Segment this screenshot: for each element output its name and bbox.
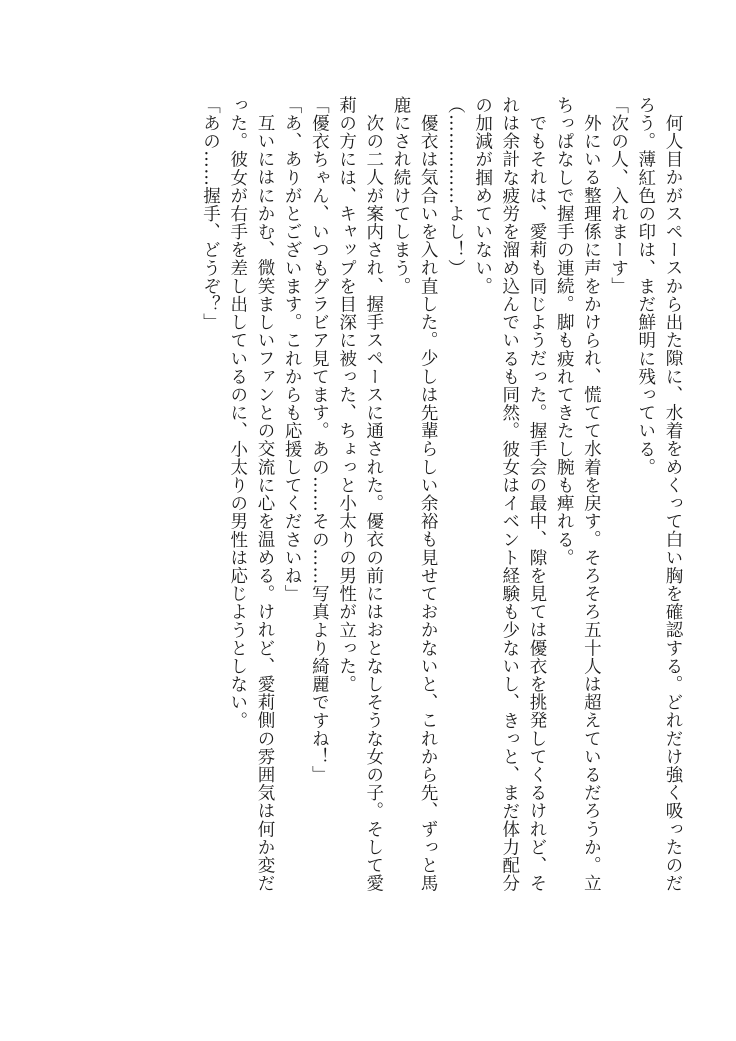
text-line: 何人目かがスペースから出た隙に、水着をめくって白い胸を確認する。どれだけ強く吸ったのだ [663, 113, 683, 892]
text-line: 「次の人、入れまーす」 [608, 96, 629, 296]
text-line: 「優衣ちゃん、いつもグラビア見てます。あの……その……写真より綺麗ですね！」 [309, 96, 330, 784]
text-line: 鹿にされ続けてしまう。 [390, 96, 411, 296]
text-line: 「あの……握手、どうぞ？」 [200, 96, 221, 332]
text-line: 外にいる整理係に声をかけられ、慌てて水着を戻す。そろそろ五十人は超えているだろうか。立 [581, 113, 602, 892]
text-line: 優衣は気合いを入れ直した。少しは先輩らしい余裕も見せておかないと、これから先、ずっと馬 [418, 113, 439, 892]
text-line: でもそれは、愛莉も同じようだった。握手会の最中、隙を見ては優衣を挑発してくるけれど、そ [526, 113, 547, 892]
text-line: 次の二人が案内され、握手スペースに通された。優衣の前にはおとなしそうな女の子。そして愛 [363, 113, 384, 892]
text-line: 莉の方には、キャップを目深に被った、ちょっと小太りの男性が立った。 [336, 96, 357, 694]
text-line: った。彼女が右手を差し出しているのに、小太りの男性は応じようとしない。 [227, 96, 248, 730]
text-line: の加減が掴めていない。 [472, 96, 493, 296]
text-line: 「あ、ありがとございます。これからも応援してくださいね」 [282, 96, 303, 603]
text-line: ろう。薄紅色の印は、まだ鮮明に残っている。 [635, 96, 656, 477]
text-line: れは余計な疲労を溜め込んでいるも同然。彼女はイベント経験も少ないし、きっと、まだ体力配分 [499, 96, 520, 893]
vertical-text-body [86, 96, 686, 976]
text-line: （……………よし！） [445, 96, 466, 277]
text-line: ちっぱなしで握手の連続。脚も疲れてきたし腕も痺れる。 [554, 96, 575, 567]
text-line: 互いにはにかむ、微笑ましいファンとの交流に心を温める。けれど、愛莉側の雰囲気は何か変だ [254, 113, 275, 892]
